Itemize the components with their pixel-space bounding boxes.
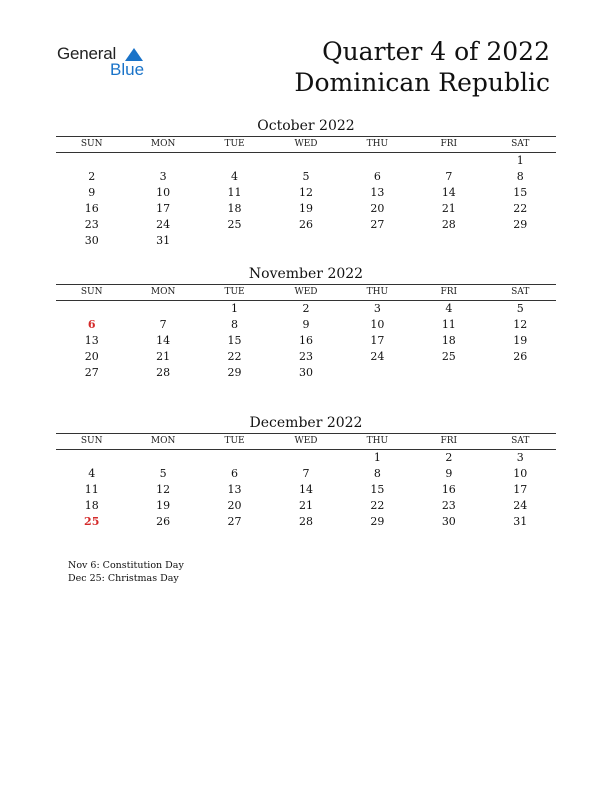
day-cell: 2 <box>88 170 96 183</box>
day-cell: 21 <box>156 350 171 363</box>
day-cell: 17 <box>370 334 385 347</box>
day-cell: 27 <box>84 366 99 379</box>
weekday-header-row <box>56 434 556 450</box>
weekday-label-sat: SAT <box>511 139 530 149</box>
day-cell: 16 <box>441 483 456 496</box>
day-cell: 8 <box>373 467 381 480</box>
day-cell: 9 <box>88 186 96 199</box>
day-cell: 13 <box>84 334 99 347</box>
week-row <box>56 450 556 466</box>
title-country: Dominican Republic <box>294 68 550 97</box>
day-cell: 13 <box>227 483 242 496</box>
empty-day-cell <box>413 233 484 249</box>
title-quarter: Quarter 4 of 2022 <box>322 37 550 66</box>
empty-day-cell <box>342 365 413 381</box>
day-cell: 14 <box>156 334 171 347</box>
day-cell: 21 <box>441 202 456 215</box>
day-cell: 22 <box>227 350 242 363</box>
empty-day-cell <box>413 365 484 381</box>
day-cell: 1 <box>373 451 381 464</box>
day-cell: 23 <box>298 350 313 363</box>
empty-day-cell <box>56 301 127 317</box>
day-cell: 30 <box>298 366 313 379</box>
day-cell: 16 <box>298 334 313 347</box>
day-cell: 2 <box>302 302 310 315</box>
day-cell: 9 <box>445 467 453 480</box>
day-cell: 4 <box>445 302 453 315</box>
day-cell: 29 <box>513 218 528 231</box>
weekday-label-sat: SAT <box>511 287 530 297</box>
day-cell: 4 <box>231 170 239 183</box>
month-grid <box>56 153 556 249</box>
empty-day-cell <box>127 450 198 466</box>
week-row <box>56 466 556 482</box>
day-cell: 7 <box>445 170 453 183</box>
day-cell: 28 <box>441 218 456 231</box>
empty-day-cell <box>413 153 484 169</box>
holiday-note: Dec 25: Christmas Day <box>68 573 179 584</box>
day-cell: 31 <box>156 234 171 247</box>
empty-day-cell <box>56 450 127 466</box>
day-cell: 21 <box>298 499 313 512</box>
holiday-notes <box>68 559 184 585</box>
weekday-label-fri: FRI <box>440 139 458 149</box>
day-cell: 15 <box>227 334 242 347</box>
month-title: October 2022 <box>257 118 355 134</box>
weekday-header-row <box>56 285 556 301</box>
day-cell: 12 <box>156 483 171 496</box>
week-row <box>56 233 556 249</box>
day-cell: 26 <box>298 218 313 231</box>
empty-day-cell <box>270 233 341 249</box>
day-cell: 27 <box>227 515 242 528</box>
empty-day-cell <box>127 301 198 317</box>
logo-text-general: General <box>57 44 117 63</box>
day-cell: 17 <box>513 483 528 496</box>
day-cell: 15 <box>370 483 385 496</box>
day-cell: 23 <box>84 218 99 231</box>
day-cell: 10 <box>370 318 385 331</box>
weekday-label-thu: THU <box>366 436 389 446</box>
day-cell: 29 <box>227 366 242 379</box>
empty-day-cell <box>342 233 413 249</box>
day-cell: 9 <box>302 318 310 331</box>
day-cell: 13 <box>370 186 385 199</box>
weekday-label-wed: WED <box>294 139 318 149</box>
week-row <box>56 185 556 201</box>
empty-day-cell <box>270 450 341 466</box>
weekday-header-row <box>56 137 556 153</box>
weekday-label-thu: THU <box>366 287 389 297</box>
weekday-label-tue: TUE <box>224 287 245 297</box>
day-cell: 25 <box>227 218 242 231</box>
week-row <box>56 349 556 365</box>
day-cell: 20 <box>84 350 99 363</box>
day-cell: 28 <box>156 366 171 379</box>
logo-text-blue: Blue <box>110 60 145 79</box>
day-cell: 10 <box>156 186 171 199</box>
day-cell: 26 <box>513 350 528 363</box>
day-cell: 30 <box>441 515 456 528</box>
empty-day-cell <box>199 153 270 169</box>
empty-day-cell <box>270 153 341 169</box>
page-title <box>294 36 550 98</box>
day-cell: 24 <box>513 499 528 512</box>
empty-day-cell <box>127 153 198 169</box>
day-cell: 3 <box>516 451 524 464</box>
week-row <box>56 301 556 317</box>
day-cell: 5 <box>302 170 310 183</box>
day-cell: 17 <box>156 202 171 215</box>
day-cell: 12 <box>298 186 313 199</box>
weekday-label-tue: TUE <box>224 139 245 149</box>
day-cell: 18 <box>84 499 99 512</box>
weekday-label-sun: SUN <box>80 436 103 446</box>
week-row <box>56 514 556 530</box>
week-row <box>56 333 556 349</box>
month-title: November 2022 <box>248 266 364 282</box>
weekday-label-sat: SAT <box>511 436 530 446</box>
month-december <box>56 413 556 530</box>
day-cell: 19 <box>513 334 528 347</box>
weekday-label-wed: WED <box>294 436 318 446</box>
day-cell: 14 <box>298 483 313 496</box>
day-cell: 6 <box>231 467 239 480</box>
month-grid <box>56 450 556 530</box>
month-grid <box>56 301 556 381</box>
day-cell: 19 <box>156 499 171 512</box>
day-cell: 12 <box>513 318 528 331</box>
month-november <box>56 264 556 381</box>
day-cell: 8 <box>231 318 239 331</box>
day-cell: 6 <box>373 170 381 183</box>
week-row <box>56 169 556 185</box>
day-cell: 1 <box>516 154 524 167</box>
week-row <box>56 317 556 333</box>
month-october <box>56 116 556 249</box>
day-cell: 23 <box>441 499 456 512</box>
weekday-label-wed: WED <box>294 287 318 297</box>
day-cell: 7 <box>159 318 167 331</box>
weekday-label-mon: MON <box>150 287 176 297</box>
week-row <box>56 365 556 381</box>
day-cell: 7 <box>302 467 310 480</box>
day-cell: 30 <box>84 234 99 247</box>
holiday-day-cell: 25 <box>84 515 100 528</box>
weekday-label-tue: TUE <box>224 436 245 446</box>
weekday-label-sun: SUN <box>80 139 103 149</box>
day-cell: 20 <box>227 499 242 512</box>
holiday-note: Nov 6: Constitution Day <box>68 560 184 571</box>
day-cell: 2 <box>445 451 453 464</box>
day-cell: 22 <box>370 499 385 512</box>
day-cell: 5 <box>159 467 167 480</box>
empty-day-cell <box>56 153 127 169</box>
day-cell: 5 <box>516 302 524 315</box>
month-title: December 2022 <box>249 415 363 431</box>
week-row <box>56 153 556 169</box>
weekday-label-sun: SUN <box>80 287 103 297</box>
day-cell: 11 <box>227 186 242 199</box>
weekday-label-mon: MON <box>150 436 176 446</box>
day-cell: 24 <box>370 350 385 363</box>
day-cell: 27 <box>370 218 385 231</box>
general-blue-logo <box>57 44 157 80</box>
day-cell: 1 <box>231 302 239 315</box>
day-cell: 19 <box>298 202 313 215</box>
day-cell: 14 <box>441 186 456 199</box>
day-cell: 11 <box>441 318 456 331</box>
weekday-label-fri: FRI <box>440 287 458 297</box>
day-cell: 8 <box>516 170 524 183</box>
day-cell: 20 <box>370 202 385 215</box>
holiday-day-cell: 6 <box>87 318 96 331</box>
empty-day-cell <box>199 450 270 466</box>
weekday-label-fri: FRI <box>440 436 458 446</box>
day-cell: 31 <box>513 515 528 528</box>
empty-day-cell <box>485 365 556 381</box>
empty-day-cell <box>342 153 413 169</box>
week-row <box>56 217 556 233</box>
day-cell: 4 <box>88 467 96 480</box>
day-cell: 26 <box>156 515 171 528</box>
weekday-label-thu: THU <box>366 139 389 149</box>
day-cell: 25 <box>441 350 456 363</box>
day-cell: 16 <box>84 202 99 215</box>
weekday-label-mon: MON <box>150 139 176 149</box>
day-cell: 3 <box>159 170 167 183</box>
day-cell: 24 <box>156 218 171 231</box>
week-row <box>56 498 556 514</box>
day-cell: 11 <box>84 483 99 496</box>
empty-day-cell <box>199 233 270 249</box>
week-row <box>56 482 556 498</box>
day-cell: 22 <box>513 202 528 215</box>
day-cell: 29 <box>370 515 385 528</box>
day-cell: 15 <box>513 186 528 199</box>
day-cell: 10 <box>513 467 528 480</box>
day-cell: 3 <box>373 302 381 315</box>
day-cell: 18 <box>227 202 242 215</box>
day-cell: 18 <box>441 334 456 347</box>
day-cell: 28 <box>298 515 313 528</box>
empty-day-cell <box>485 233 556 249</box>
week-row <box>56 201 556 217</box>
